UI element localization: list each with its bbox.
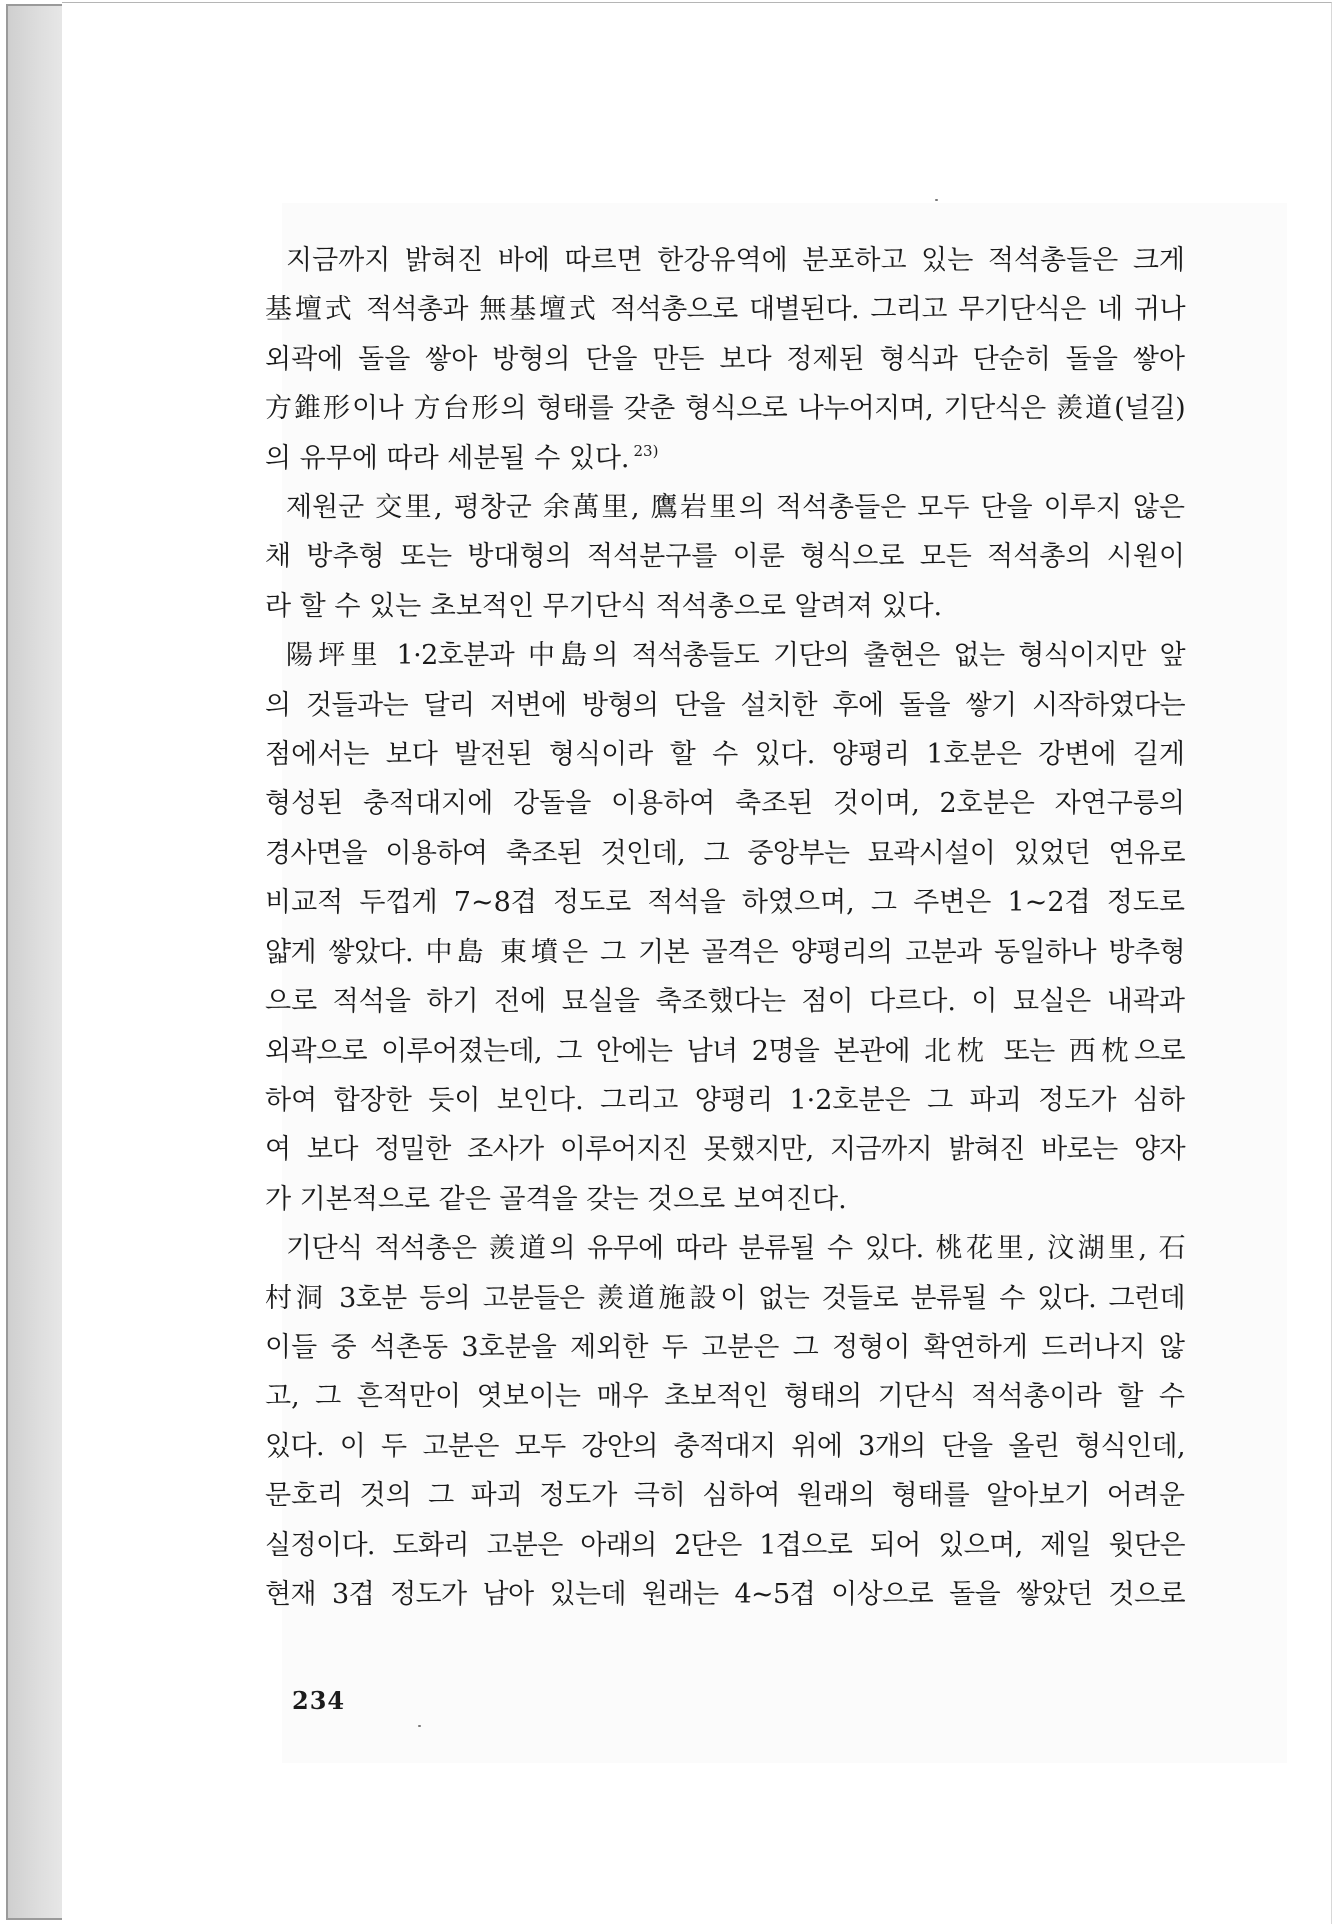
text-line: 실정이다. 도화리 고분은 아래의 2단은 1겹으로 되어 있으며, 제일 윗단은 (265, 1529, 1185, 1561)
text-line: 현재 3겹 정도가 남아 있는데 원래는 4~5겹 이상으로 돌을 쌓았던 것으로 (265, 1578, 1185, 1610)
paragraph-4 (265, 1224, 1185, 1619)
text-line: 외곽에 돌을 쌓아 방형의 단을 만든 보다 정제된 형식과 단순히 돌을 쌓아 (265, 343, 1185, 375)
paragraph-1 (265, 236, 1185, 483)
text-line: 기단식 적석총은 羨道의 유무에 따라 분류될 수 있다. 桃花里, 汶湖里, 石 (286, 1233, 1185, 1265)
page-number: 234 (292, 1686, 346, 1715)
paragraph-3 (265, 631, 1185, 1224)
scan-speck (418, 1725, 421, 1727)
scan-speck (935, 199, 938, 201)
text-line: 方錐形이나 方台形의 형태를 갖춘 형식으로 나누어지며, 기단식은 羨道(널길) (265, 393, 1185, 425)
text-line: 여 보다 정밀한 조사가 이루어지진 못했지만, 지금까지 밝혀진 바로는 양자 (265, 1134, 1185, 1166)
body-text (265, 236, 1185, 1619)
text-line: 가 기본적으로 같은 골격을 갖는 것으로 보여진다. (265, 1183, 847, 1215)
text-line: 있다. 이 두 고분은 모두 강안의 충적대지 위에 3개의 단을 올린 형식인데, (265, 1430, 1185, 1462)
text-line: 점에서는 보다 발전된 형식이라 할 수 있다. 양평리 1호분은 강변에 길게 (265, 739, 1185, 771)
text-line: 지금까지 밝혀진 바에 따르면 한강유역에 분포하고 있는 적석총들은 크게 (286, 245, 1185, 276)
text-line: 채 방추형 또는 방대형의 적석분구를 이룬 형식으로 모든 적석총의 시원이 (265, 541, 1185, 573)
text-line: 외곽으로 이루어졌는데, 그 안에는 남녀 2명을 본관에 北枕 또는 西枕으로 (265, 1035, 1185, 1067)
text-line: 하여 합장한 듯이 보인다. 그리고 양평리 1·2호분은 그 파괴 정도가 심하 (265, 1084, 1185, 1116)
footnote-marker: 23) (633, 441, 659, 460)
text-line: 라 할 수 있는 초보적인 무기단식 적석총으로 알려져 있다. (265, 590, 943, 622)
book-page-edge (6, 4, 66, 1920)
text-line: 형성된 충적대지에 강돌을 이용하여 축조된 것이며, 2호분은 자연구릉의 (265, 788, 1185, 820)
text-line: 비교적 두껍게 7~8겹 정도로 적석을 하였으며, 그 주변은 1~2겹 정도로 (265, 887, 1185, 919)
text-line: 으로 적석을 하기 전에 묘실을 축조했다는 점이 다르다. 이 묘실은 내곽과 (265, 986, 1185, 1018)
text-line: 고, 그 흔적만이 엿보이는 매우 초보적인 형태의 기단식 적석총이라 할 수 (265, 1381, 1185, 1413)
text-line: 제원군 交里, 평창군 余萬里, 鷹岩里의 적석총들은 모두 단을 이루지 않은 (286, 492, 1185, 524)
text-line: 陽坪里 1·2호분과 中島의 적석총들도 기단의 출현은 없는 형식이지만 앞 (286, 640, 1185, 672)
text-line: 의 것들과는 달리 저변에 방형의 단을 설치한 후에 돌을 쌓기 시작하였다는 (265, 689, 1185, 721)
text-line: 村洞 3호분 등의 고분들은 羨道施設이 없는 것들로 분류될 수 있다. 그런데 (265, 1282, 1185, 1314)
text-line-with-footnote (265, 434, 1185, 483)
text-line: 이들 중 석촌동 3호분을 제외한 두 고분은 그 정형이 확연하게 드러나지 않 (265, 1331, 1185, 1363)
paragraph-2 (265, 483, 1185, 631)
text-line: 문호리 것의 그 파괴 정도가 극히 심하여 원래의 형태를 알아보기 어려운 (265, 1480, 1185, 1512)
text-line: 얇게 쌓았다. 中島 東墳은 그 기본 골격은 양평리의 고분과 동일하나 방추형 (265, 936, 1185, 968)
text-line: 基壇式 적석총과 無基壇式 적석총으로 대별된다. 그리고 무기단식은 네 귀나 (265, 294, 1185, 326)
text-line: 의 유무에 따라 세분될 수 있다. (265, 442, 630, 474)
text-line: 경사면을 이용하여 축조된 것인데, 그 중앙부는 묘곽시설이 있었던 연유로 (265, 837, 1185, 869)
